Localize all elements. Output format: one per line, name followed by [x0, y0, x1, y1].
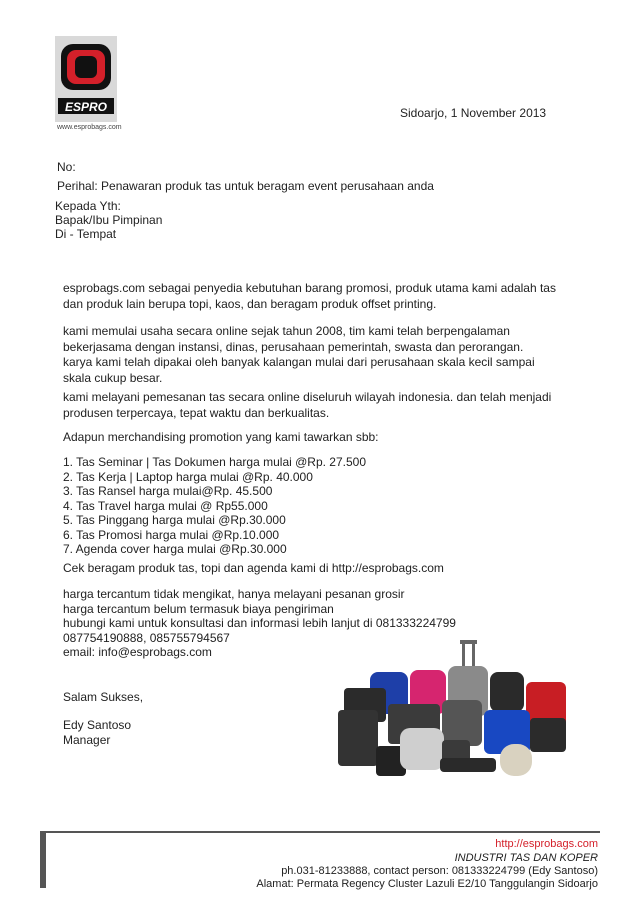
- logo-website: www.esprobags.com: [57, 124, 122, 131]
- signer-name: Edy Santoso: [63, 718, 132, 732]
- paragraph-offer-intro: [63, 430, 379, 446]
- footer-divider: [40, 831, 600, 833]
- text-line: karya kami telah dipakai oleh banyak kalangan mulai dari perusahaan skala kecil sampai: [63, 355, 535, 369]
- footer-url[interactable]: http://esprobags.com: [495, 838, 598, 850]
- text-line: kami melayani pemesanan tas secara online diseluruh wilayah indonesia. dan telah menjadi: [63, 390, 552, 404]
- paragraph-website-cta: [63, 561, 444, 577]
- text-line: esprobags.com sebagai penyedia kebutuhan barang promosi, produk utama kami adalah tas: [63, 281, 556, 295]
- text-line: hubungi kami untuk konsultasi dan informasi lebih lanjut di 081333224799: [63, 616, 456, 630]
- paragraph-history: [63, 324, 535, 386]
- letter-subject: Perihal: Penawaran produk tas untuk beragam event perusahaan anda: [57, 179, 434, 193]
- text-line: kami memulai usaha secara online sejak tahun 2008, tim kami telah berpengalaman: [63, 324, 510, 338]
- text-line: harga tercantum tidak mengikat, hanya melayani pesanan grosir: [63, 587, 405, 601]
- product-price-list: [63, 455, 366, 557]
- footer-tagline: INDUSTRI TAS DAN KOPER: [454, 852, 598, 864]
- list-item: 1. Tas Seminar | Tas Dokumen harga mulai @Rp. 27.500: [63, 455, 367, 469]
- recipient-place: Di - Tempat: [55, 227, 117, 241]
- text-line: harga tercantum belum termasuk biaya pengiriman: [63, 601, 334, 616]
- list-item: 7. Agenda cover harga mulai @Rp.30.000: [63, 542, 287, 556]
- signature-block: [63, 718, 131, 747]
- footer-accent-bar: [40, 833, 46, 888]
- text-line: email: info@esprobags.com: [63, 645, 212, 659]
- recipient-name: Bapak/Ibu Pimpinan: [55, 213, 163, 227]
- list-item: 4. Tas Travel harga mulai @ Rp55.000: [63, 498, 268, 513]
- letter-number: No:: [57, 160, 76, 174]
- text-line: 087754190888, 085755794567: [63, 630, 230, 645]
- signer-title: Manager: [63, 732, 111, 747]
- recipient-heading: Kepada Yth:: [55, 199, 121, 213]
- text-line: bekerjasama dengan instansi, dinas, perusahaan pemerintah, swasta dan perorangan.: [63, 339, 524, 354]
- list-item: 3. Tas Ransel harga mulai@Rp. 45.500: [63, 484, 273, 498]
- text-line: Cek beragam produk tas, topi dan agenda kami di http://esprobags.com: [63, 561, 444, 575]
- paragraph-service: [63, 390, 551, 421]
- logo-wordmark: ESPRO: [64, 100, 108, 114]
- closing-salutation: Salam Sukses,: [63, 690, 144, 704]
- letter-date: Sidoarjo, 1 November 2013: [400, 106, 547, 120]
- footer-phone: ph.031-81233888, contact person: 081333224799 (Edy Santoso): [281, 865, 598, 877]
- company-logo: [55, 36, 117, 122]
- text-line: dan produk lain berupa topi, kaos, dan beragam produk offset printing.: [63, 296, 437, 311]
- list-item: 2. Tas Kerja | Laptop harga mulai @Rp. 40.000: [63, 469, 313, 484]
- text-line: skala cukup besar.: [63, 370, 163, 385]
- paragraph-intro: [63, 281, 556, 312]
- list-item: 5. Tas Pinggang harga mulai @Rp.30.000: [63, 513, 286, 527]
- product-bags-image: [330, 640, 570, 780]
- text-line: Adapun merchandising promotion yang kami tawarkan sbb:: [63, 430, 379, 444]
- text-line: produsen terpercaya, tepat waktu dan berkualitas.: [63, 405, 330, 420]
- list-item: 6. Tas Promosi harga mulai @Rp.10.000: [63, 527, 280, 542]
- footer-address: Alamat: Permata Regency Cluster Lazuli E2/10 Tanggulangin Sidoarjo: [256, 878, 598, 890]
